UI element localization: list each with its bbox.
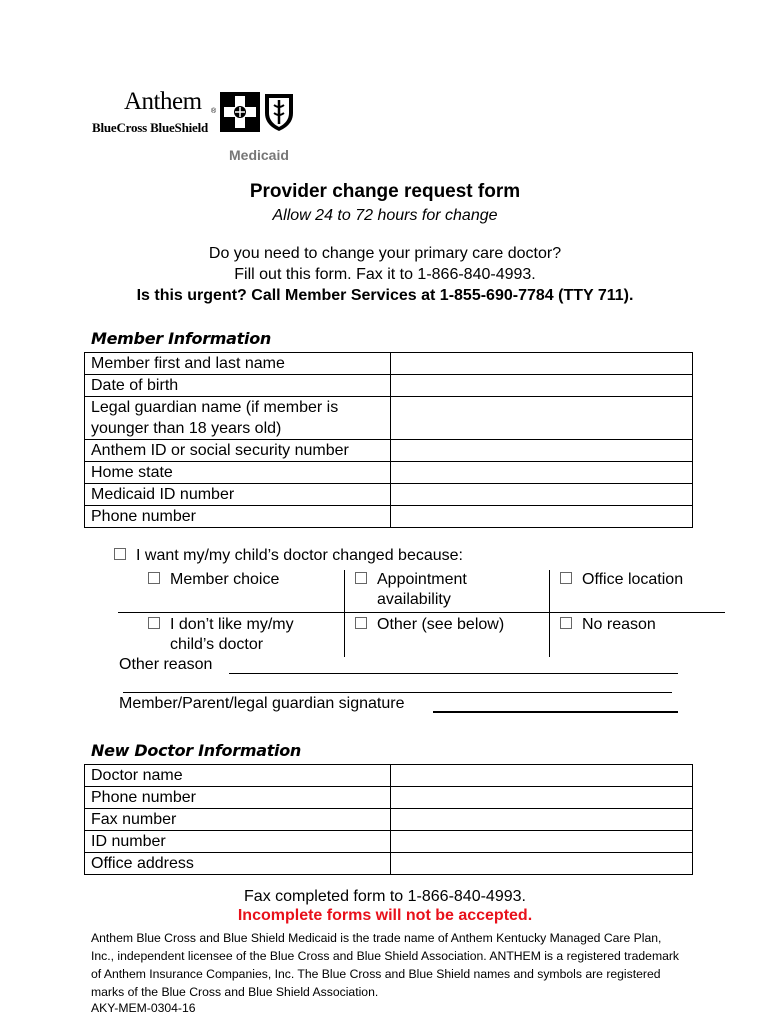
doctor-fax-field[interactable] [391, 809, 693, 831]
table-row [85, 765, 693, 787]
other-option[interactable] [345, 613, 550, 658]
field-label: ID number [85, 831, 391, 853]
member-choice-label: Member choice [170, 571, 280, 588]
medicaid-id-field[interactable] [391, 484, 693, 506]
field-label: Doctor name [85, 765, 391, 787]
no-reason-label: No reason [582, 616, 656, 633]
office-location-label: Office location [582, 571, 684, 588]
change-request-checkbox[interactable] [114, 548, 126, 560]
anthem-id-field[interactable] [391, 440, 693, 462]
field-label: Legal guardian name (if member is younger than 18 years old) [85, 397, 391, 440]
field-label: Phone number [85, 506, 391, 528]
office-address-field[interactable] [391, 853, 693, 875]
table-row [85, 440, 693, 462]
legal-guardian-field[interactable] [391, 397, 693, 440]
member-choice-checkbox[interactable] [148, 572, 160, 584]
medicaid-label: Medicaid [229, 147, 289, 163]
table-row [85, 484, 693, 506]
blue-shield-icon [263, 91, 295, 133]
appointment-label-cont: availability [377, 591, 451, 608]
blue-cross-icon [220, 92, 260, 132]
appointment-checkbox[interactable] [355, 572, 367, 584]
office-location-option[interactable] [550, 570, 726, 613]
new-doctor-table [84, 764, 693, 875]
phone-number-field[interactable] [391, 506, 693, 528]
home-state-field[interactable] [391, 462, 693, 484]
doctor-name-field[interactable] [391, 765, 693, 787]
appointment-label: Appointment [377, 571, 467, 588]
signature-line[interactable] [123, 692, 672, 693]
new-doctor-heading: New Doctor Information [91, 741, 302, 760]
change-request-label: I want my/my child’s doctor changed because: [136, 547, 463, 564]
doctor-id-field[interactable] [391, 831, 693, 853]
signature-underline[interactable] [433, 711, 678, 713]
field-label: Anthem ID or social security number [85, 440, 391, 462]
form-title: Provider change request form [249, 181, 521, 202]
date-of-birth-field[interactable] [391, 375, 693, 397]
other-reason-label: Other reason [119, 656, 213, 673]
fax-completed-notice: Fax completed form to 1-866-840-4993. [244, 888, 526, 905]
registered-mark-icon: ® [211, 108, 217, 115]
doctor-phone-field[interactable] [391, 787, 693, 809]
incomplete-warning: Incomplete forms will not be accepted. [237, 907, 533, 924]
table-row [85, 787, 693, 809]
other-checkbox[interactable] [355, 617, 367, 629]
bcbs-tagline: BlueCross BlueShield [92, 120, 209, 135]
table-row [85, 506, 693, 528]
dont-like-label: I don’t like my/my [170, 616, 294, 633]
anthem-wordmark: Anthem [124, 88, 202, 115]
other-label: Other (see below) [377, 616, 505, 633]
field-label: Member first and last name [85, 353, 391, 375]
member-choice-option[interactable] [118, 570, 345, 613]
appointment-option[interactable] [345, 570, 550, 613]
dont-like-label-cont: child’s doctor [170, 636, 264, 653]
dont-like-checkbox[interactable] [148, 617, 160, 629]
table-row [85, 809, 693, 831]
signature-label: Member/Parent/legal guardian signature [119, 695, 405, 712]
field-label: Home state [85, 462, 391, 484]
form-code: AKY-MEM-0304-16 [91, 1001, 196, 1015]
field-label: Phone number [85, 787, 391, 809]
form-subtitle: Allow 24 to 72 hours for change [272, 207, 498, 224]
intro-question: Do you need to change your primary care doctor? [208, 245, 562, 262]
urgent-notice: Is this urgent? Call Member Services at 1-855-690-7784 (TTY 711). [136, 287, 634, 304]
table-row [85, 397, 693, 440]
other-reason-line[interactable] [229, 673, 678, 674]
dont-like-option[interactable] [118, 613, 345, 658]
fax-instruction: Fill out this form. Fax it to 1-866-840-4993. [234, 266, 536, 283]
field-label: Medicaid ID number [85, 484, 391, 506]
table-row [85, 375, 693, 397]
change-request-line [114, 547, 463, 565]
no-reason-checkbox[interactable] [560, 617, 572, 629]
table-row [85, 853, 693, 875]
no-reason-option[interactable] [550, 613, 726, 658]
member-name-field[interactable] [391, 353, 693, 375]
member-info-table [84, 352, 693, 528]
reason-choices-table [118, 570, 725, 657]
member-info-heading: Member Information [91, 329, 271, 348]
field-label: Fax number [85, 809, 391, 831]
field-label: Office address [85, 853, 391, 875]
office-location-checkbox[interactable] [560, 572, 572, 584]
table-row [85, 831, 693, 853]
table-row [85, 353, 693, 375]
table-row [85, 462, 693, 484]
legal-disclaimer: Anthem Blue Cross and Blue Shield Medicaid is the trade name of Anthem Kentucky Managed Care Plan, Inc., independent licensee of the Blue Cross and Blue Shield Association. ANTHEM is a registered trademark of Anthem Insurance Companies, Inc. The Blue Cross and Blue Shield names and symbols are registered marks of the Blue Cross and Blue Shield Association. [91, 931, 680, 999]
field-label: Date of birth [85, 375, 391, 397]
